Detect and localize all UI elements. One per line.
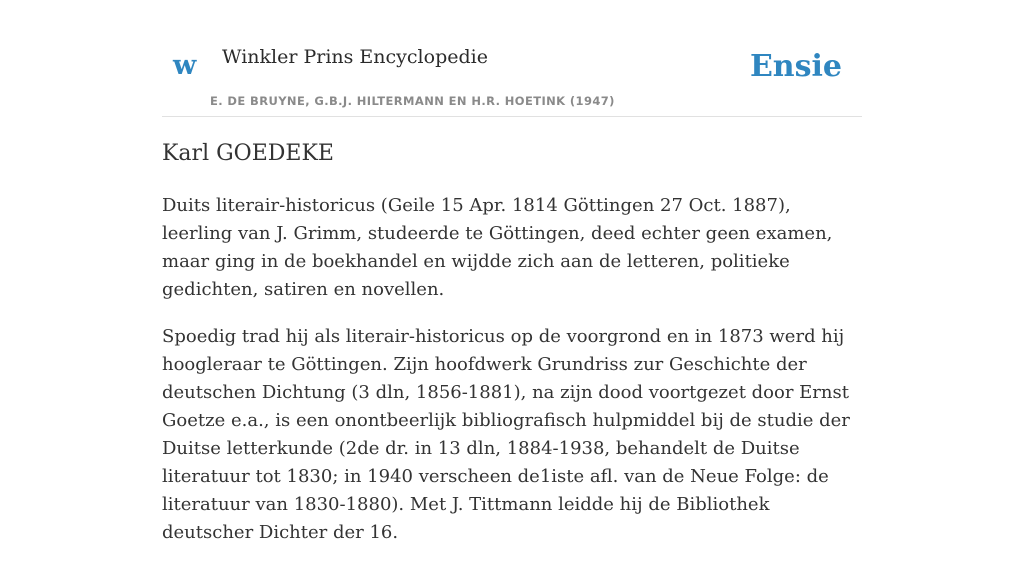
article-paragraph: Duits literair-historicus (Geile 15 Apr. 1814 Göttingen 27 Oct. 1887), leerling van J. Grimm, studeerde te Göttingen, deed echter geen examen, maar ging in de boekhandel en wijdde zich aan de letteren, politieke gedichten, satiren en novellen. — [162, 195, 833, 300]
winkler-prins-logo[interactable]: w — [173, 50, 197, 81]
ensie-logo[interactable]: Ensie — [749, 49, 842, 84]
page-header — [162, 0, 862, 117]
article-title: Karl GOEDEKE — [162, 141, 334, 166]
source-authors: E. DE BRUYNE, G.B.J. HILTERMANN EN H.R. HOETINK (1947) — [210, 94, 615, 108]
article-body — [162, 138, 862, 566]
article-paragraph: Spoedig trad hij als literair-historicus op de voorgrond en in 1873 werd hij hoogleraar te Göttingen. Zijn hoofdwerk Grundriss zur Geschichte der deutschen Dichtung (3 dln, 1856-1881), na zijn dood voortgezet door Ernst Goetze e.a., is een onontbeerlijk bibliografisch hulpmiddel bij de studie der Duitse letterkunde (2de dr. in 13 dln, 1884-1938, behandelt de Duitse literatuur tot 1830; in 1940 verscheen de1iste afl. van de Neue Folge: de literatuur van 1830-1880). Met J. Tittmann leidde hij de Bibliothek deutscher Dichter der 16. — [162, 326, 850, 543]
source-title[interactable]: Winkler Prins Encyclopedie — [222, 46, 488, 68]
